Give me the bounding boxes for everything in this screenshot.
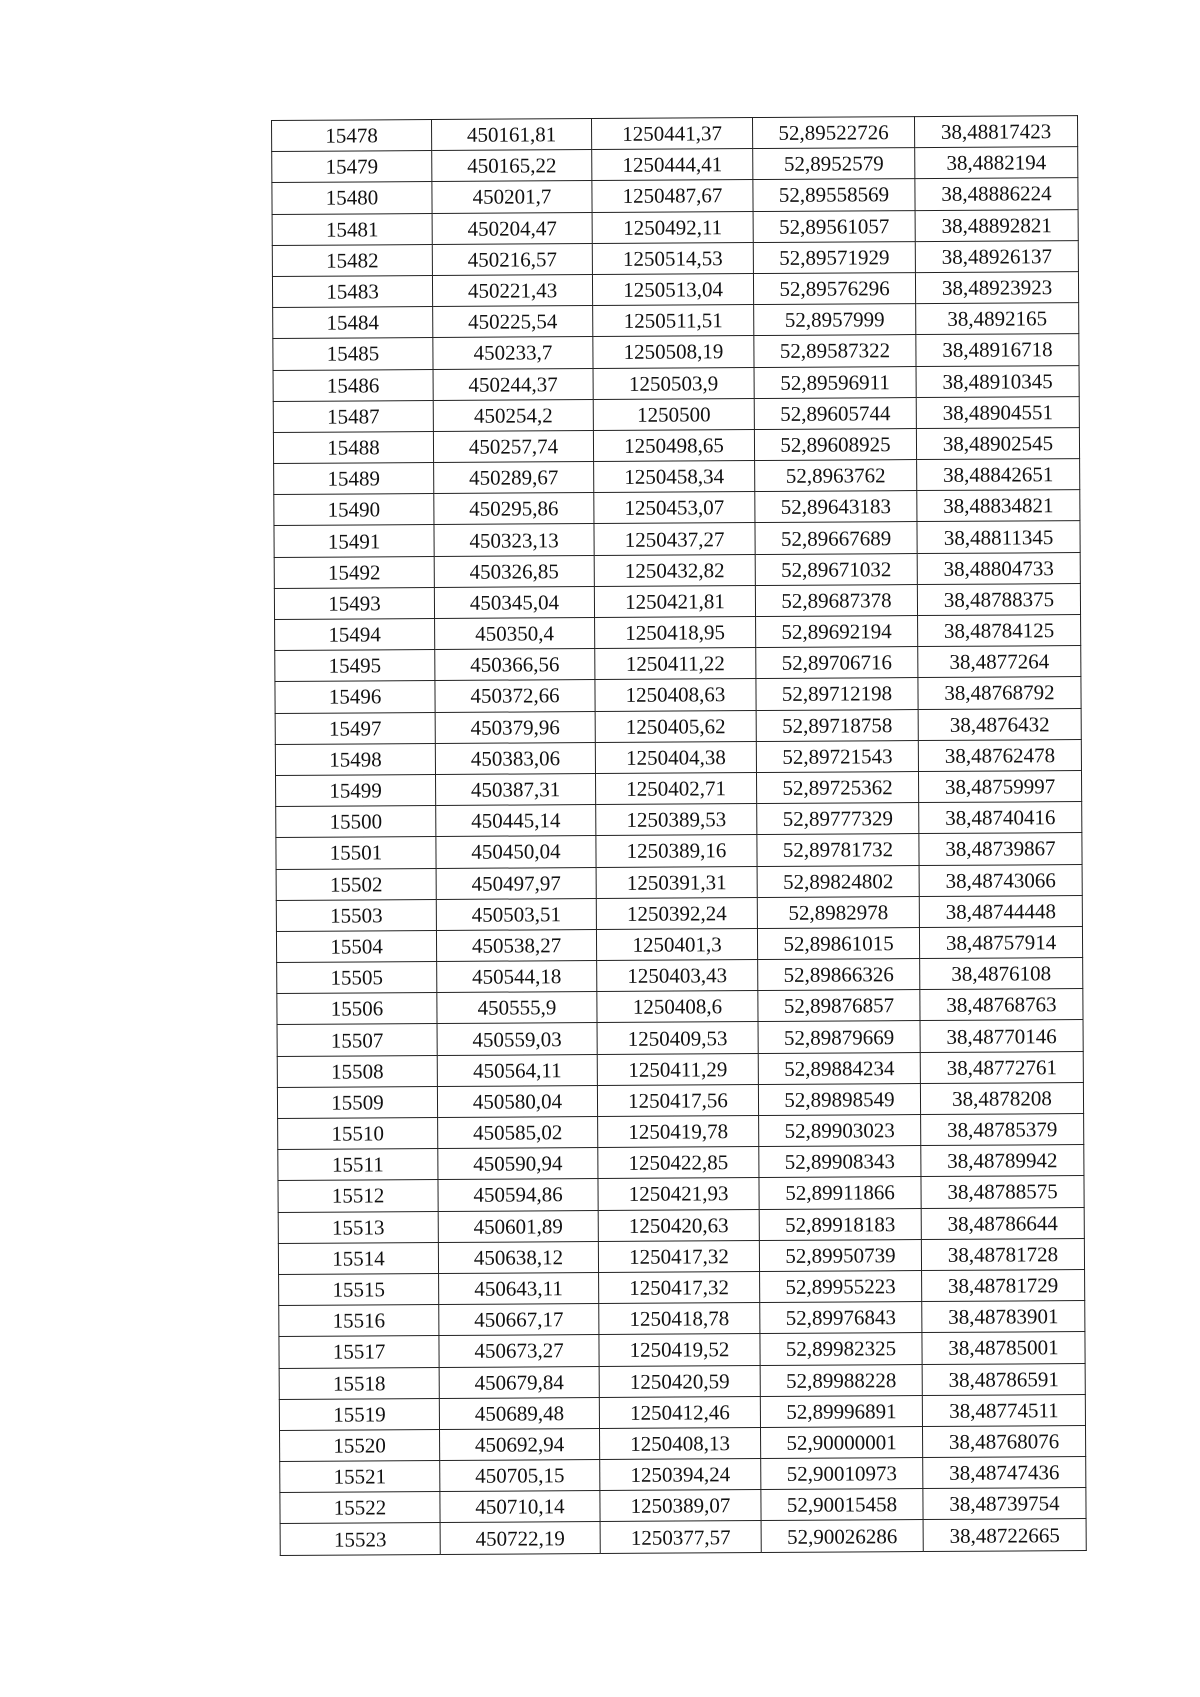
latitude-cell: 52,89955223 [760,1270,922,1302]
y-coordinate-cell: 1250419,78 [598,1116,759,1148]
x-coordinate-cell: 450679,84 [439,1366,599,1398]
y-coordinate-cell: 1250420,63 [598,1209,759,1241]
y-coordinate-cell: 1250503,9 [593,367,754,399]
longitude-cell: 38,48768076 [922,1425,1085,1457]
point-number-cell: 15481 [272,213,432,245]
x-coordinate-cell: 450601,89 [438,1210,598,1242]
longitude-cell: 38,48768792 [918,677,1081,709]
longitude-cell: 38,48784125 [918,615,1081,647]
y-coordinate-cell: 1250403,43 [597,960,758,992]
point-number-cell: 15499 [276,774,436,806]
table-row [278,1238,1084,1274]
latitude-cell: 52,89725362 [756,771,918,803]
longitude-cell: 38,48770146 [920,1020,1083,1052]
table-row [273,303,1079,339]
table-row [278,1145,1084,1181]
x-coordinate-cell: 450350,4 [435,618,595,650]
point-number-cell: 15516 [279,1305,439,1337]
latitude-cell: 52,89587322 [754,335,916,367]
y-coordinate-cell: 1250417,32 [599,1271,760,1303]
longitude-cell: 38,4882194 [915,147,1078,179]
y-coordinate-cell: 1250389,16 [596,835,757,867]
y-coordinate-cell: 1250453,07 [594,492,755,524]
latitude-cell: 52,89571929 [753,241,915,273]
table-row [276,926,1082,962]
longitude-cell: 38,48740416 [919,802,1082,834]
latitude-cell: 52,89576296 [753,273,915,305]
latitude-cell: 52,89608925 [754,428,916,460]
y-coordinate-cell: 1250498,65 [593,429,754,461]
latitude-cell: 52,89781732 [757,834,919,866]
y-coordinate-cell: 1250389,07 [600,1490,761,1522]
coordinate-table [271,115,1087,1556]
table-body [272,116,1087,1556]
table-row [277,1082,1083,1118]
latitude-cell: 52,89718758 [756,709,918,741]
x-coordinate-cell: 450559,03 [437,1023,597,1055]
table-row [280,1425,1086,1461]
latitude-cell: 52,89996891 [760,1395,922,1427]
point-number-cell: 15509 [277,1086,437,1118]
table-row [276,802,1082,838]
table-row [273,427,1079,463]
table-row [274,459,1080,495]
table-row [275,646,1081,682]
longitude-cell: 38,48923923 [915,272,1078,304]
longitude-cell: 38,48762478 [918,739,1081,771]
point-number-cell: 15501 [276,837,436,869]
y-coordinate-cell: 1250392,24 [596,897,757,929]
x-coordinate-cell: 450705,15 [440,1460,600,1492]
table-row [273,334,1079,370]
x-coordinate-cell: 450538,27 [436,929,596,961]
x-coordinate-cell: 450372,66 [435,680,595,712]
point-number-cell: 15504 [276,930,436,962]
table-row [280,1519,1086,1555]
table-row [274,552,1080,588]
point-number-cell: 15518 [279,1367,439,1399]
latitude-cell: 52,89950739 [759,1239,921,1271]
table-row [276,895,1082,931]
longitude-cell: 38,48759997 [918,770,1081,802]
point-number-cell: 15502 [276,868,436,900]
y-coordinate-cell: 1250401,3 [596,928,757,960]
longitude-cell: 38,4892165 [916,303,1079,335]
latitude-cell: 52,89861015 [757,927,919,959]
table-row [277,1051,1083,1087]
latitude-cell: 52,89988228 [760,1364,922,1396]
x-coordinate-cell: 450345,04 [434,586,594,618]
table-row [275,615,1081,651]
latitude-cell: 52,89884234 [758,1052,920,1084]
longitude-cell: 38,48747436 [923,1457,1086,1489]
y-coordinate-cell: 1250487,67 [592,180,753,212]
longitude-cell: 38,48788575 [921,1176,1084,1208]
point-number-cell: 15513 [278,1211,438,1243]
table-row [275,677,1081,713]
table-row [278,1176,1084,1212]
x-coordinate-cell: 450257,74 [433,430,593,462]
table-row [278,1114,1084,1150]
latitude-cell: 52,90026286 [761,1520,923,1552]
x-coordinate-cell: 450594,86 [438,1179,598,1211]
point-number-cell: 15514 [278,1242,438,1274]
latitude-cell: 52,90015458 [761,1489,923,1521]
longitude-cell: 38,48768763 [920,989,1083,1021]
point-number-cell: 15517 [279,1336,439,1368]
table-row [277,1020,1083,1056]
longitude-cell: 38,48744448 [919,895,1082,927]
x-coordinate-cell: 450379,96 [435,711,595,743]
point-number-cell: 15521 [280,1461,440,1493]
longitude-cell: 38,48904551 [916,396,1079,428]
table-row [272,240,1078,276]
table-row [277,989,1083,1025]
y-coordinate-cell: 1250432,82 [594,554,755,586]
y-coordinate-cell: 1250420,59 [599,1365,760,1397]
longitude-cell: 38,48886224 [915,178,1078,210]
table-row [276,833,1082,869]
y-coordinate-cell: 1250421,81 [594,585,755,617]
x-coordinate-cell: 450580,04 [437,1085,597,1117]
y-coordinate-cell: 1250441,37 [591,118,752,150]
y-coordinate-cell: 1250405,62 [595,710,756,742]
latitude-cell: 52,8957999 [754,304,916,336]
point-number-cell: 15482 [272,244,432,276]
table-row [279,1301,1085,1337]
point-number-cell: 15485 [273,338,433,370]
longitude-cell: 38,48743066 [919,864,1082,896]
table-row [279,1332,1085,1368]
x-coordinate-cell: 450216,57 [432,243,592,275]
point-number-cell: 15506 [277,993,437,1025]
y-coordinate-cell: 1250411,22 [595,648,756,680]
x-coordinate-cell: 450497,97 [436,867,596,899]
point-number-cell: 15500 [276,806,436,838]
point-number-cell: 15523 [280,1523,440,1555]
x-coordinate-cell: 450590,94 [438,1148,598,1180]
x-coordinate-cell: 450585,02 [438,1117,598,1149]
longitude-cell: 38,48804733 [917,552,1080,584]
table-row [280,1488,1086,1524]
point-number-cell: 15510 [278,1118,438,1150]
longitude-cell: 38,48785379 [921,1114,1084,1146]
latitude-cell: 52,89712198 [756,678,918,710]
longitude-cell: 38,4878208 [920,1082,1083,1114]
table-row [279,1394,1085,1430]
x-coordinate-cell: 450387,31 [436,773,596,805]
y-coordinate-cell: 1250394,24 [600,1459,761,1491]
latitude-cell: 52,89876857 [758,990,920,1022]
x-coordinate-cell: 450722,19 [440,1522,600,1554]
y-coordinate-cell: 1250418,95 [595,617,756,649]
point-number-cell: 15522 [280,1492,440,1524]
table-row [279,1363,1085,1399]
x-coordinate-cell: 450161,81 [432,119,592,151]
point-number-cell: 15515 [279,1273,439,1305]
point-number-cell: 15508 [277,1055,437,1087]
latitude-cell: 52,89866326 [758,959,920,991]
point-number-cell: 15495 [275,650,435,682]
table-row [275,739,1081,775]
point-number-cell: 15494 [275,619,435,651]
x-coordinate-cell: 450201,7 [432,181,592,213]
y-coordinate-cell: 1250421,93 [598,1178,759,1210]
longitude-cell: 38,48785001 [922,1332,1085,1364]
point-number-cell: 15488 [273,431,433,463]
table-row [274,490,1080,526]
x-coordinate-cell: 450233,7 [433,337,593,369]
latitude-cell: 52,89643183 [755,491,917,523]
x-coordinate-cell: 450564,11 [437,1054,597,1086]
table-row [272,178,1078,214]
latitude-cell: 52,89879669 [758,1021,920,1053]
latitude-cell: 52,8982978 [757,896,919,928]
x-coordinate-cell: 450667,17 [439,1304,599,1336]
y-coordinate-cell: 1250377,57 [600,1521,761,1553]
point-number-cell: 15480 [272,182,432,214]
x-coordinate-cell: 450643,11 [439,1272,599,1304]
latitude-cell: 52,8952579 [753,148,915,180]
x-coordinate-cell: 450326,85 [434,555,594,587]
point-number-cell: 15489 [274,463,434,495]
latitude-cell: 52,89561057 [753,210,915,242]
latitude-cell: 52,89721543 [756,740,918,772]
point-number-cell: 15483 [272,275,432,307]
longitude-cell: 38,48786591 [922,1363,1085,1395]
longitude-cell: 38,48892821 [915,209,1078,241]
y-coordinate-cell: 1250513,04 [592,273,753,305]
longitude-cell: 38,4876108 [920,958,1083,990]
point-number-cell: 15511 [278,1149,438,1181]
latitude-cell: 52,89911866 [759,1177,921,1209]
y-coordinate-cell: 1250500 [593,398,754,430]
point-number-cell: 15490 [274,494,434,526]
latitude-cell: 52,89667689 [755,522,917,554]
x-coordinate-cell: 450544,18 [437,961,597,993]
table-row [272,116,1078,152]
point-number-cell: 15491 [274,525,434,557]
longitude-cell: 38,4876432 [918,708,1081,740]
longitude-cell: 38,48722665 [923,1519,1086,1551]
y-coordinate-cell: 1250402,71 [595,772,756,804]
point-number-cell: 15512 [278,1180,438,1212]
latitude-cell: 52,90000001 [760,1426,922,1458]
y-coordinate-cell: 1250514,53 [592,242,753,274]
longitude-cell: 38,48783901 [922,1301,1085,1333]
latitude-cell: 52,89824802 [757,865,919,897]
longitude-cell: 38,48774511 [922,1394,1085,1426]
longitude-cell: 38,48786644 [921,1207,1084,1239]
longitude-cell: 38,48757914 [919,926,1082,958]
x-coordinate-cell: 450692,94 [440,1428,600,1460]
x-coordinate-cell: 450221,43 [432,274,592,306]
table-row [272,209,1078,245]
point-number-cell: 15503 [276,899,436,931]
x-coordinate-cell: 450295,86 [434,493,594,525]
x-coordinate-cell: 450323,13 [434,524,594,556]
y-coordinate-cell: 1250417,56 [597,1084,758,1116]
y-coordinate-cell: 1250404,38 [595,741,756,773]
point-number-cell: 15493 [274,587,434,619]
latitude-cell: 52,89558569 [753,179,915,211]
x-coordinate-cell: 450225,54 [433,306,593,338]
latitude-cell: 52,89605744 [754,397,916,429]
point-number-cell: 15478 [272,120,432,152]
y-coordinate-cell: 1250437,27 [594,523,755,555]
latitude-cell: 52,89706716 [756,647,918,679]
point-number-cell: 15497 [275,712,435,744]
latitude-cell: 52,89903023 [759,1115,921,1147]
longitude-cell: 38,48817423 [914,116,1077,148]
x-coordinate-cell: 450638,12 [438,1241,598,1273]
y-coordinate-cell: 1250389,53 [596,804,757,836]
longitude-cell: 38,48739867 [919,833,1082,865]
longitude-cell: 38,48811345 [917,521,1080,553]
table-row [280,1457,1086,1493]
y-coordinate-cell: 1250411,29 [597,1053,758,1085]
x-coordinate-cell: 450555,9 [437,992,597,1024]
y-coordinate-cell: 1250511,51 [593,305,754,337]
y-coordinate-cell: 1250418,78 [599,1303,760,1335]
y-coordinate-cell: 1250419,52 [599,1334,760,1366]
latitude-cell: 52,89982325 [760,1333,922,1365]
longitude-cell: 38,48910345 [916,365,1079,397]
longitude-cell: 38,48834821 [917,490,1080,522]
longitude-cell: 38,48781728 [921,1238,1084,1270]
table-row [272,147,1078,183]
longitude-cell: 38,48789942 [921,1145,1084,1177]
y-coordinate-cell: 1250417,32 [598,1240,759,1272]
latitude-cell: 52,89687378 [755,584,917,616]
longitude-cell: 38,48842651 [917,459,1080,491]
x-coordinate-cell: 450204,47 [432,212,592,244]
table-row [276,770,1082,806]
x-coordinate-cell: 450366,56 [435,649,595,681]
latitude-cell: 52,89908343 [759,1146,921,1178]
x-coordinate-cell: 450383,06 [435,742,595,774]
y-coordinate-cell: 1250492,11 [592,211,753,243]
x-coordinate-cell: 450673,27 [439,1335,599,1367]
y-coordinate-cell: 1250391,31 [596,866,757,898]
latitude-cell: 52,89522726 [752,117,914,149]
latitude-cell: 52,89918183 [759,1208,921,1240]
point-number-cell: 15519 [279,1398,439,1430]
x-coordinate-cell: 450445,14 [436,805,596,837]
y-coordinate-cell: 1250508,19 [593,336,754,368]
point-number-cell: 15505 [277,962,437,994]
table-row [273,365,1079,401]
y-coordinate-cell: 1250444,41 [592,149,753,181]
y-coordinate-cell: 1250458,34 [594,461,755,493]
y-coordinate-cell: 1250408,13 [599,1427,760,1459]
table-row [278,1207,1084,1243]
latitude-cell: 52,8963762 [755,460,917,492]
x-coordinate-cell: 450689,48 [439,1397,599,1429]
y-coordinate-cell: 1250409,53 [597,1022,758,1054]
table-row [274,521,1080,557]
x-coordinate-cell: 450450,04 [436,836,596,868]
latitude-cell: 52,89596911 [754,366,916,398]
table-row [272,272,1078,308]
y-coordinate-cell: 1250412,46 [599,1396,760,1428]
y-coordinate-cell: 1250422,85 [598,1147,759,1179]
table-row [275,708,1081,744]
longitude-cell: 38,4877264 [918,646,1081,678]
latitude-cell: 52,90010973 [761,1458,923,1490]
point-number-cell: 15492 [274,556,434,588]
longitude-cell: 38,48739754 [923,1488,1086,1520]
table-row [279,1269,1085,1305]
latitude-cell: 52,89976843 [760,1302,922,1334]
x-coordinate-cell: 450289,67 [434,462,594,494]
longitude-cell: 38,48916718 [916,334,1079,366]
point-number-cell: 15479 [272,151,432,183]
longitude-cell: 38,48902545 [916,427,1079,459]
longitude-cell: 38,48788375 [917,583,1080,615]
point-number-cell: 15496 [275,681,435,713]
point-number-cell: 15520 [280,1429,440,1461]
latitude-cell: 52,89898549 [758,1083,920,1115]
longitude-cell: 38,48926137 [915,240,1078,272]
longitude-cell: 38,48781729 [922,1269,1085,1301]
longitude-cell: 38,48772761 [920,1051,1083,1083]
table-row [277,958,1083,994]
x-coordinate-cell: 450244,37 [433,368,593,400]
table-row [276,864,1082,900]
latitude-cell: 52,89671032 [755,553,917,585]
point-number-cell: 15487 [273,400,433,432]
point-number-cell: 15486 [273,369,433,401]
latitude-cell: 52,89777329 [757,803,919,835]
x-coordinate-cell: 450254,2 [433,399,593,431]
x-coordinate-cell: 450710,14 [440,1491,600,1523]
table-row [274,583,1080,619]
table-row [273,396,1079,432]
point-number-cell: 15484 [273,307,433,339]
y-coordinate-cell: 1250408,6 [597,991,758,1023]
latitude-cell: 52,89692194 [756,616,918,648]
x-coordinate-cell: 450165,22 [432,150,592,182]
point-number-cell: 15507 [277,1024,437,1056]
y-coordinate-cell: 1250408,63 [595,679,756,711]
point-number-cell: 15498 [275,743,435,775]
x-coordinate-cell: 450503,51 [436,898,596,930]
